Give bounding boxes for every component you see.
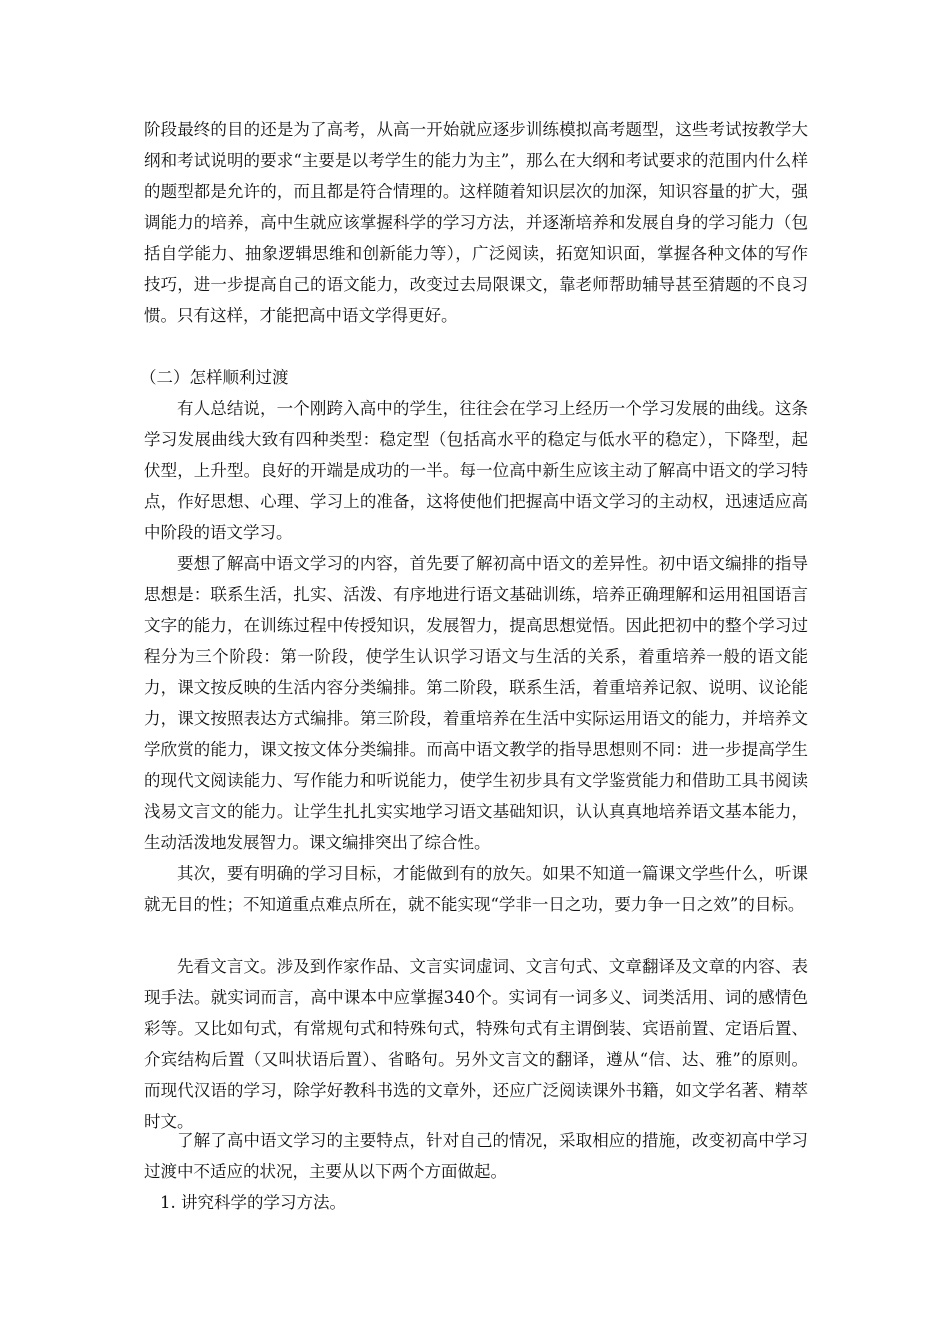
paragraph-learning-curve: 有人总结说，一个刚跨入高中的学生，往往会在学习上经历一个学习发展的曲线。这条学习发展曲线大致有四种类型：稳定型（包括高水平的稳定与低水平的稳定），下降型，起伏型，上升型。良好的开端是成功的一半。每一位高中新生应该主动了解高中语文的学习特点，作好思想、心理、学习上的准备，这将使他们把握高中语文学习的主动权，迅速适应高中阶段的语文学习。 [144, 399, 808, 542]
paragraph-differences: 要想了解高中语文学习的内容，首先要了解初高中语文的差异性。初中语文编排的指导思想是：联系生活，扎实、活泼、有序地进行语文基础训练，培养正确理解和运用祖国语言文字的能力，在训练过程中传授知识，发展智力，提高思想觉悟。因此把初中的整个学习过程分为三个阶段：第一阶段，使学生认识学习语文与生活的关系，着重培养一般的语文能力，课文按反映的生活内容分类编排。第二阶段，联系生活，着重培养记叙、说明、议论能力，课文按照表达方式编排。第三阶段，着重培养在生活中实际运用语文的能力，并培养文学欣赏的能力，课文按文体分类编排。而高中语文教学的指导思想则不同：进一步提高学生的现代文阅读能力、写作能力和听说能力，使学生初步具有文学鉴赏能力和借助工具书阅读浅易文言文的能力。让学生扎扎实实地学习语文基础知识，认认真真地培养语文基本能力，生动活泼地发展智力。课文编排突出了综合性。 [144, 554, 808, 852]
paragraph-goals: 其次，要有明确的学习目标，才能做到有的放矢。如果不知道一篇课文学些什么，听课就无目的性；不知道重点难点所在，就不能实现“学非一日之功，要力争一日之效”的目标。 [144, 864, 808, 914]
paragraph-classical-chinese: 先看文言文。涉及到作家作品、文言实词虚词、文言句式、文章翻译及文章的内容、表现手法。就实词而言，高中课本中应掌握340个。实词有一词多义、词类活用、词的感情色彩等。又比如句式，有常规句式和特殊句式，特殊句式有主谓倒装、宾语前置、定语后置、介宾结构后置（又叫状语后置）、省略句。另外文言文的翻译，遵从“信、达、雅”的原则。而现代汉语的学习，除学好教科书选的文章外，还应广泛阅读课外书籍，如文学名著、精萃时文。 [144, 957, 808, 1131]
list-item-1: 1. 讲究科学的学习方法。 [160, 1193, 346, 1212]
paragraph-intro-continued: 阶段最终的目的还是为了高考，从高一开始就应逐步训练模拟高考题型，这些考试按教学大纲和考试说明的要求“主要是以考学生的能力为主”，那么在大纲和考试要求的范围内什么样的题型都是允许的，而且都是符合情理的。这样随着知识层次的加深，知识容量的扩大，强调能力的培养，高中生就应该掌握科学的学习方法，并逐渐培养和发展自身的学习能力（包括自学能力、抽象逻辑思维和创新能力等），广泛阅读，拓宽知识面，掌握各种文体的写作技巧，进一步提高自己的语文能力，改变过去局限课文，靠老师帮助辅导甚至猜题的不良习惯。只有这样，才能把高中语文学得更好。 [144, 120, 808, 325]
paragraph-summary: 了解了高中语文学习的主要特点，针对自己的情况，采取相应的措施，改变初高中学习过渡中不适应的状况，主要从以下两个方面做起。 [144, 1131, 808, 1181]
section-heading: （二）怎样顺利过渡 [140, 368, 289, 387]
